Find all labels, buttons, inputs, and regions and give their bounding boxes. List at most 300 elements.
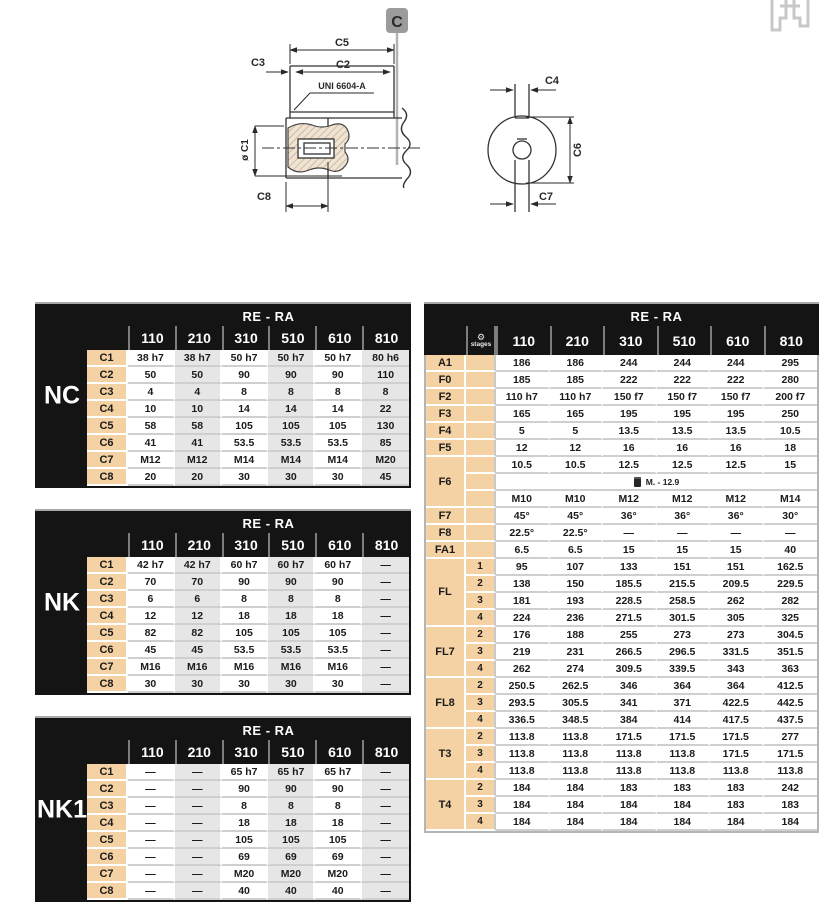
- table-cell: 90: [315, 781, 362, 798]
- table-cell: 69: [268, 849, 315, 866]
- table-cell: 6: [128, 591, 175, 608]
- table-cell: 40: [764, 542, 818, 559]
- table-row: [87, 764, 409, 781]
- table-cell: —: [175, 849, 222, 866]
- row-label: C5: [87, 832, 128, 849]
- row-label: A1: [426, 355, 466, 372]
- table-row: [87, 781, 409, 798]
- table-cell: 90: [222, 367, 269, 384]
- table-row: [87, 815, 409, 832]
- column-header: 810: [362, 740, 409, 764]
- row-label: C6: [87, 849, 128, 866]
- table-cell: 325: [764, 610, 818, 627]
- table-cell: 138: [496, 576, 550, 593]
- table-column-headers: [466, 326, 817, 355]
- stage-cell: [466, 406, 496, 423]
- table-cell: 184: [550, 814, 604, 831]
- table-cell: 36°: [657, 508, 711, 525]
- table-group-f2: [426, 389, 817, 406]
- stage-cell: 1: [466, 559, 496, 576]
- table-cell: 113.8: [550, 763, 604, 780]
- table-cell: 18: [268, 815, 315, 832]
- datum-badge: [386, 8, 408, 165]
- table-cell: 22.5°: [550, 525, 604, 542]
- table-cell: —: [128, 764, 175, 781]
- table-cell: 45°: [550, 508, 604, 525]
- table-cell: 150 f7: [603, 389, 657, 406]
- column-header: 110: [128, 533, 175, 557]
- table-cell: 183: [710, 797, 764, 814]
- column-header: 210: [550, 326, 604, 355]
- table-cell: 113.8: [550, 746, 604, 763]
- table-cell: 113.8: [496, 746, 550, 763]
- table-group-a1: [426, 355, 817, 372]
- table-cell: 384: [603, 712, 657, 729]
- table-row: [87, 574, 409, 591]
- standard-label: UNI 6604-A: [318, 81, 366, 91]
- table-cell: 70: [175, 574, 222, 591]
- gear-icon: ⚙: [476, 331, 486, 342]
- table-cell: 53.5: [268, 642, 315, 659]
- table-cell: 304.5: [764, 627, 818, 644]
- table-cell: 186: [550, 355, 604, 372]
- table-cell: —: [362, 676, 409, 693]
- table-cell: 65 h7: [222, 764, 269, 781]
- table-group-f0: [426, 372, 817, 389]
- row-label: C1: [87, 764, 128, 781]
- table-group-f5: [426, 440, 817, 457]
- table-cell: 13.5: [657, 423, 711, 440]
- table-cell: M12: [710, 491, 764, 508]
- table-cell: 107: [550, 559, 604, 576]
- table-cell: 16: [657, 440, 711, 457]
- table-cell: 113.8: [550, 729, 604, 746]
- table-cell: 38 h7: [175, 350, 222, 367]
- table-cell: 262: [710, 593, 764, 610]
- table-cell: 151: [657, 559, 711, 576]
- table-body: [87, 557, 409, 693]
- table-cell: 5: [496, 423, 550, 440]
- table-cell: 90: [222, 574, 269, 591]
- table-cell: 60 h7: [268, 557, 315, 574]
- table-cell: 244: [657, 355, 711, 372]
- row-label: C3: [87, 591, 128, 608]
- table-cell: —: [175, 798, 222, 815]
- table-group-fa1: [426, 542, 817, 559]
- table-row: [87, 452, 409, 469]
- column-header: 510: [268, 533, 315, 557]
- table-group-f4: [426, 423, 817, 440]
- table-cell: 53.5: [222, 642, 269, 659]
- table-cell: 341: [603, 695, 657, 712]
- column-header: 510: [268, 740, 315, 764]
- column-header: 310: [222, 740, 269, 764]
- table-cell: 4: [128, 384, 175, 401]
- dimension-table-nc: [35, 302, 411, 488]
- table-cell: —: [710, 525, 764, 542]
- table-cell: 53.5: [315, 642, 362, 659]
- table-cell: 293.5: [496, 695, 550, 712]
- table-cell: 69: [315, 849, 362, 866]
- table-cell: 363: [764, 661, 818, 678]
- table-row: [87, 659, 409, 676]
- technical-drawing: [222, 0, 622, 240]
- table-cell: —: [362, 557, 409, 574]
- table-cell: 18: [315, 608, 362, 625]
- row-label: FA1: [426, 542, 466, 559]
- table-cell: 364: [657, 678, 711, 695]
- table-cell: 30: [268, 676, 315, 693]
- table-cell: 301.5: [657, 610, 711, 627]
- table-row: [87, 866, 409, 883]
- column-header: 310: [603, 326, 657, 355]
- row-label: FL: [426, 559, 466, 627]
- table-cell: —: [128, 781, 175, 798]
- table-cell: 18: [222, 608, 269, 625]
- table-cell: 113.8: [496, 729, 550, 746]
- bolt-icon: [634, 477, 641, 487]
- table-cell: 184: [496, 780, 550, 797]
- table-cell: 165: [550, 406, 604, 423]
- table-cell: —: [175, 866, 222, 883]
- table-cell: 8: [222, 384, 269, 401]
- column-header: 210: [175, 326, 222, 350]
- stage-cell: 3: [466, 797, 496, 814]
- column-header: 310: [222, 326, 269, 350]
- stage-cell: [466, 542, 496, 559]
- table-cell: —: [362, 625, 409, 642]
- column-header: 810: [764, 326, 818, 355]
- table-row: [87, 401, 409, 418]
- stage-cell: 4: [466, 661, 496, 678]
- row-label: C3: [87, 384, 128, 401]
- table-cell: 331.5: [710, 644, 764, 661]
- table-cell: 30: [315, 676, 362, 693]
- table-cell: 351.5: [764, 644, 818, 661]
- table-cell: 185: [550, 372, 604, 389]
- table-cell: —: [657, 525, 711, 542]
- row-label: T4: [426, 780, 466, 831]
- dim-label-c4: C4: [544, 75, 560, 87]
- row-label: F2: [426, 389, 466, 406]
- table-cell: 176: [496, 627, 550, 644]
- table-cell: 70: [128, 574, 175, 591]
- column-header: 110: [128, 326, 175, 350]
- table-cell: —: [362, 849, 409, 866]
- table-cell: 6: [175, 591, 222, 608]
- stage-cell: 4: [466, 814, 496, 831]
- table-cell: 185: [496, 372, 550, 389]
- table-cell: 364: [710, 678, 764, 695]
- row-label: F3: [426, 406, 466, 423]
- table-column-headers: [128, 533, 409, 557]
- table-cell: 95: [496, 559, 550, 576]
- table-header: [424, 302, 819, 355]
- column-header: 510: [268, 326, 315, 350]
- end-view-dimensions: [490, 90, 574, 204]
- table-row: [87, 350, 409, 367]
- dim-label-c2: C2: [335, 59, 351, 71]
- table-cell: 184: [764, 814, 818, 831]
- table-cell: —: [362, 591, 409, 608]
- stage-cell: [466, 457, 496, 474]
- table-cell: 414: [657, 712, 711, 729]
- row-label: C8: [87, 883, 128, 900]
- table-cell: 184: [603, 797, 657, 814]
- table-cell: 80 h6: [362, 350, 409, 367]
- table-cell: 250.5: [496, 678, 550, 695]
- table-cell: 184: [550, 797, 604, 814]
- table-cell: 82: [128, 625, 175, 642]
- table-cell: 209.5: [710, 576, 764, 593]
- row-label: C6: [87, 435, 128, 452]
- table-cell: 295: [764, 355, 818, 372]
- table-group-t3: [426, 729, 817, 780]
- table-cell: 185.5: [603, 576, 657, 593]
- table-cell: 437.5: [764, 712, 818, 729]
- column-header: 610: [710, 326, 764, 355]
- table-cell: 188: [550, 627, 604, 644]
- table-cell: —: [362, 781, 409, 798]
- table-cell: 105: [315, 832, 362, 849]
- table-row: [87, 435, 409, 452]
- table-cell: 186: [496, 355, 550, 372]
- table-title: RE - RA: [242, 722, 295, 738]
- dim-label-c3: C3: [250, 57, 266, 69]
- table-cell: 273: [657, 627, 711, 644]
- table-cell: 183: [603, 780, 657, 797]
- table-cell: 12.5: [710, 457, 764, 474]
- table-cell: —: [362, 659, 409, 676]
- table-cell: 58: [128, 418, 175, 435]
- table-cell: 36°: [603, 508, 657, 525]
- table-cell: 262.5: [550, 678, 604, 695]
- table-cell: 277: [764, 729, 818, 746]
- table-cell: 183: [764, 797, 818, 814]
- table-cell: —: [362, 642, 409, 659]
- left-tables-container: [35, 302, 411, 902]
- table-cell: 105: [222, 418, 269, 435]
- table-cell: 8: [222, 591, 269, 608]
- gearmotor-icon: [766, 0, 814, 38]
- table-cell: 14: [222, 401, 269, 418]
- table-cell: M14: [315, 452, 362, 469]
- table-cell: 184: [603, 814, 657, 831]
- table-cell: M12: [603, 491, 657, 508]
- table-cell: —: [764, 525, 818, 542]
- table-cell: 231: [550, 644, 604, 661]
- stage-cell: 2: [466, 678, 496, 695]
- table-cell: 113.8: [657, 746, 711, 763]
- table-cell: 15: [764, 457, 818, 474]
- table-cell: 113.8: [710, 763, 764, 780]
- column-header: 110: [128, 740, 175, 764]
- table-group-fl: [426, 559, 817, 627]
- table-cell: —: [175, 832, 222, 849]
- column-header: 810: [362, 533, 409, 557]
- table-cell: 244: [603, 355, 657, 372]
- table-cell: 53.5: [315, 435, 362, 452]
- table-body: [87, 764, 409, 900]
- table-title: RE - RA: [630, 308, 683, 324]
- table-cell: 58: [175, 418, 222, 435]
- table-cell: 183: [710, 780, 764, 797]
- column-header: 610: [315, 740, 362, 764]
- table-row: [87, 676, 409, 693]
- table-cell: 305.5: [550, 695, 604, 712]
- table-cell: 339.5: [657, 661, 711, 678]
- table-cell: 224: [496, 610, 550, 627]
- table-cell: 10: [128, 401, 175, 418]
- table-cell: 113.8: [603, 746, 657, 763]
- table-cell: 42 h7: [175, 557, 222, 574]
- table-cell: 90: [268, 781, 315, 798]
- table-cell: 10: [175, 401, 222, 418]
- row-label: F8: [426, 525, 466, 542]
- table-cell: 228.5: [603, 593, 657, 610]
- dim-label-c8: C8: [256, 191, 272, 203]
- table-series-label: NC: [43, 381, 81, 410]
- table-cell: 150: [550, 576, 604, 593]
- table-cell: —: [128, 798, 175, 815]
- table-cell: 40: [222, 883, 269, 900]
- table-row: [87, 418, 409, 435]
- table-cell: 8: [268, 798, 315, 815]
- table-cell: —: [175, 781, 222, 798]
- table-cell: 50 h7: [315, 350, 362, 367]
- row-label: T3: [426, 729, 466, 780]
- table-cell: 16: [710, 440, 764, 457]
- table-cell: M14: [222, 452, 269, 469]
- table-cell: 30: [268, 469, 315, 486]
- table-cell: 150 f7: [710, 389, 764, 406]
- table-cell: —: [128, 866, 175, 883]
- table-cell: 105: [315, 625, 362, 642]
- table-cell: 8: [222, 798, 269, 815]
- table-cell: 36°: [710, 508, 764, 525]
- table-cell: 18: [268, 608, 315, 625]
- stages-label: stages: [470, 340, 492, 348]
- table-cell: 417.5: [710, 712, 764, 729]
- table-cell: 14: [268, 401, 315, 418]
- table-cell: 236: [550, 610, 604, 627]
- table-cell: —: [362, 798, 409, 815]
- table-cell: M14: [764, 491, 818, 508]
- table-group-t4: [426, 780, 817, 831]
- table-cell: —: [128, 832, 175, 849]
- table-cell: 30: [222, 469, 269, 486]
- table-cell: 215.5: [657, 576, 711, 593]
- stage-cell: [466, 389, 496, 406]
- table-cell: M16: [268, 659, 315, 676]
- table-row: [87, 557, 409, 574]
- table-cell: 348.5: [550, 712, 604, 729]
- table-cell: 10.5: [496, 457, 550, 474]
- table-cell: —: [362, 574, 409, 591]
- table-cell: 282: [764, 593, 818, 610]
- table-cell: M12: [128, 452, 175, 469]
- table-cell: M16: [175, 659, 222, 676]
- row-label: C2: [87, 367, 128, 384]
- table-cell: 85: [362, 435, 409, 452]
- column-header: 810: [362, 326, 409, 350]
- stage-cell: 3: [466, 746, 496, 763]
- row-label: C8: [87, 676, 128, 693]
- table-cell: 150 f7: [657, 389, 711, 406]
- table-cell: 271.5: [603, 610, 657, 627]
- table-cell: M10: [496, 491, 550, 508]
- table-cell: M12: [657, 491, 711, 508]
- table-cell: 45: [175, 642, 222, 659]
- table-cell: 18: [764, 440, 818, 457]
- row-label: C7: [87, 866, 128, 883]
- table-cell: 14: [315, 401, 362, 418]
- table-cell: 18: [315, 815, 362, 832]
- stages-column-header: [466, 326, 496, 355]
- row-label: C6: [87, 642, 128, 659]
- row-label: C4: [87, 815, 128, 832]
- table-cell: —: [362, 883, 409, 900]
- column-header: 310: [222, 533, 269, 557]
- table-cell: 171.5: [603, 729, 657, 746]
- table-cell: 171.5: [764, 746, 818, 763]
- table-group-fl8: [426, 678, 817, 729]
- table-cell: 105: [222, 625, 269, 642]
- table-cell: 8: [268, 384, 315, 401]
- table-row: [87, 883, 409, 900]
- column-header: 210: [175, 740, 222, 764]
- table-cell: 12: [128, 608, 175, 625]
- dim-label-c1: ø C1: [240, 139, 251, 161]
- stage-cell: [466, 355, 496, 372]
- table-cell: 162.5: [764, 559, 818, 576]
- table-cell: 90: [222, 781, 269, 798]
- table-cell: 90: [268, 574, 315, 591]
- right-dimension-table: [424, 302, 819, 833]
- stage-cell: 2: [466, 729, 496, 746]
- table-cell: —: [128, 815, 175, 832]
- table-cell: 242: [764, 780, 818, 797]
- table-cell: 90: [315, 574, 362, 591]
- table-cell: 30: [315, 469, 362, 486]
- table-cell: 181: [496, 593, 550, 610]
- table-cell: 5: [550, 423, 604, 440]
- table-cell: 41: [175, 435, 222, 452]
- table-group-f6: [426, 457, 817, 508]
- table-cell: 30: [128, 676, 175, 693]
- table-cell: 60 h7: [315, 557, 362, 574]
- table-cell: 229.5: [764, 576, 818, 593]
- stage-cell: [466, 491, 496, 508]
- row-label: F0: [426, 372, 466, 389]
- table-cell: 13.5: [710, 423, 764, 440]
- row-label: C5: [87, 625, 128, 642]
- table-cell: 50: [128, 367, 175, 384]
- table-cell: 42 h7: [128, 557, 175, 574]
- table-cell: 305: [710, 610, 764, 627]
- table-cell: 280: [764, 372, 818, 389]
- row-label: FL7: [426, 627, 466, 678]
- table-cell: 65 h7: [315, 764, 362, 781]
- row-label: C3: [87, 798, 128, 815]
- table-cell: 195: [657, 406, 711, 423]
- table-cell: 274: [550, 661, 604, 678]
- column-header: 110: [496, 326, 550, 355]
- table-row: [87, 384, 409, 401]
- column-header: 610: [315, 326, 362, 350]
- table-cell: 200 f7: [764, 389, 818, 406]
- table-cell: 8: [315, 798, 362, 815]
